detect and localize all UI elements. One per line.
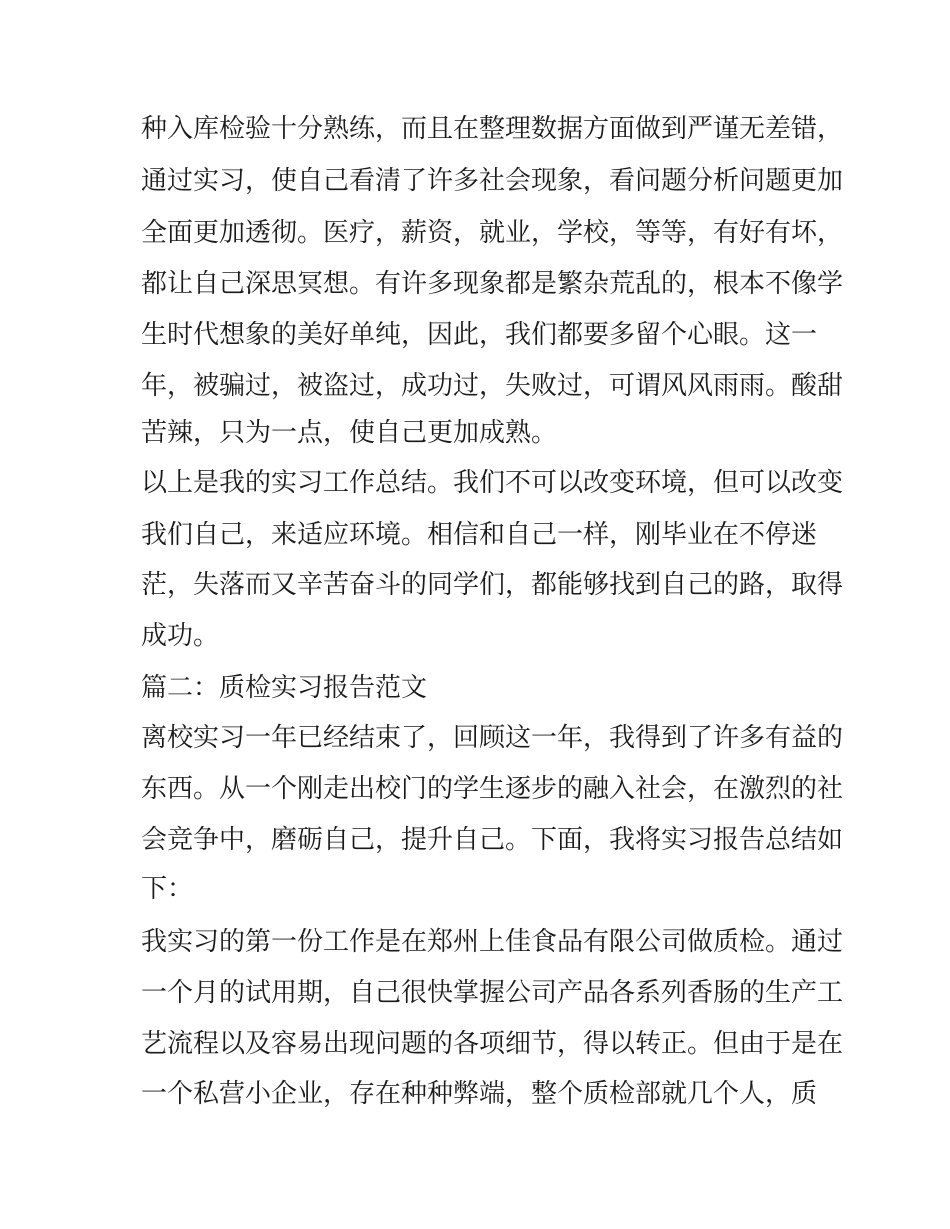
text-line-17: 我实习的第一份工作是在郑州上佳食品有限公司做质检。通过	[141, 927, 844, 957]
text-line-1: 种入库检验十分熟练，而且在整理数据方面做到严谨无差错，	[141, 114, 844, 144]
text-line-2: 通过实习，使自己看清了许多社会现象，看问题分析问题更加	[141, 166, 844, 196]
text-line-13: 离校实习一年已经结束了，回顾这一年，我得到了许多有益的	[141, 723, 844, 753]
text-line-8: 以上是我的实习工作总结。我们不可以改变环境，但可以改变	[141, 468, 844, 498]
text-line-3: 全面更加透彻。医疗，薪资，就业，学校，等等，有好有坏，	[141, 218, 844, 248]
text-line-16: 下：	[141, 874, 194, 904]
text-line-15: 会竞争中，磨砺自己，提升自己。下面，我将实习报告总结如	[141, 825, 844, 855]
section-heading: 篇二：质检实习报告范文	[141, 673, 428, 703]
text-line-14: 东西。从一个刚走出校门的学生逐步的融入社会，在激烈的社	[141, 774, 844, 804]
text-line-11: 成功。	[141, 621, 220, 651]
text-line-7: 苦辣，只为一点，使自己更加成熟。	[141, 418, 558, 448]
text-line-20: 一个私营小企业，存在种种弊端，整个质检部就几个人，质	[141, 1079, 818, 1109]
text-line-4: 都让自己深思冥想。有许多现象都是繁杂荒乱的，根本不像学	[141, 269, 844, 299]
text-line-19: 艺流程以及容易出现问题的各项细节，得以转正。但由于是在	[141, 1029, 844, 1059]
text-line-5: 生时代想象的美好单纯，因此，我们都要多留个心眼。这一	[141, 320, 818, 350]
text-line-18: 一个月的试用期，自己很快掌握公司产品各系列香肠的生产工	[141, 978, 844, 1008]
text-line-10: 茫，失落而又辛苦奋斗的同学们，都能够找到自己的路，取得	[141, 570, 844, 600]
text-line-9: 我们自己，来适应环境。相信和自己一样，刚毕业在不停迷	[141, 520, 818, 550]
text-line-6: 年，被骗过，被盗过，成功过，失败过，可谓风风雨雨。酸甜	[141, 371, 844, 401]
